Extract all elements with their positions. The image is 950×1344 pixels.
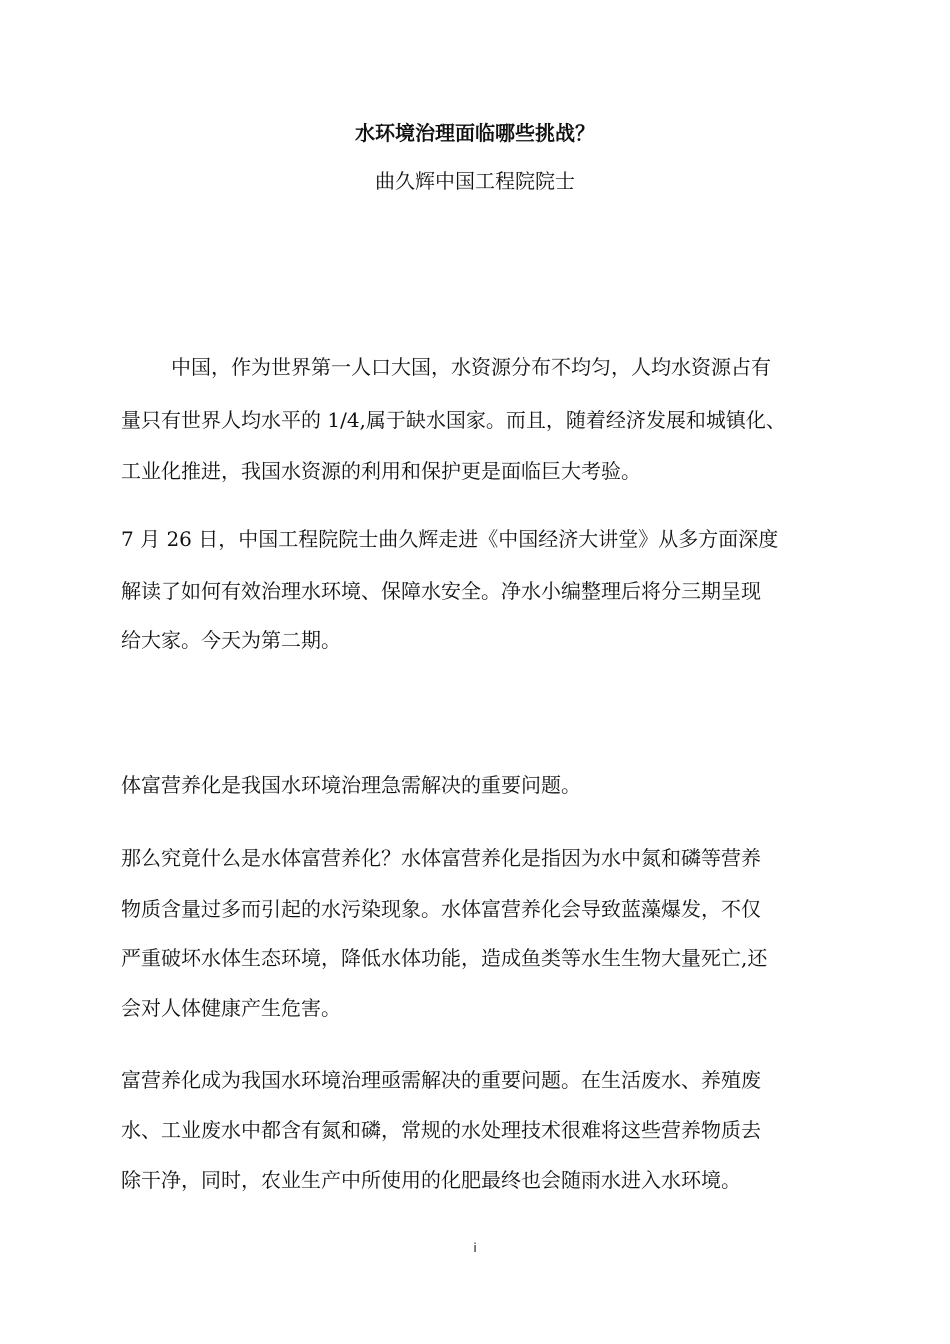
- paragraph-1-line-1: 中国，作为世界第一人口大国，水资源分布不均匀，人均水资源占有: [171, 355, 771, 379]
- paragraph-4-line-4: 会对人体健康产生危害。: [121, 996, 341, 1020]
- paragraph-4-line-3: 严重破坏水体生态环境，降低水体功能，造成鱼类等水生生物大量死亡,还: [121, 946, 768, 970]
- document-title: 水环境治理面临哪些挑战？: [355, 121, 595, 145]
- paragraph-3-line-1: 体富营养化是我国水环境治理急需解决的重要问题。: [121, 773, 581, 797]
- paragraph-1-line-3: 工业化推进，我国水资源的利用和保护更是面临巨大考验。: [121, 459, 641, 483]
- paragraph-5-line-1: 富营养化成为我国水环境治理亟需解决的重要问题。在生活废水、养殖废: [121, 1068, 761, 1092]
- document-author: 曲久辉中国工程院院士: [375, 169, 575, 193]
- paragraph-2-line-3: 给大家。今天为第二期。: [121, 628, 341, 652]
- page-number: i: [473, 1241, 477, 1255]
- paragraph-4-line-1: 那么究竟什么是水体富营养化？水体富营养化是指因为水中氮和磷等营养: [121, 846, 761, 870]
- paragraph-5-line-2: 水、工业废水中都含有氮和磷，常规的水处理技术很难将这些营养物质去: [121, 1118, 761, 1142]
- paragraph-4-line-2: 物质含量过多而引起的水污染现象。水体富营养化会导致蓝藻爆发，不仅: [121, 897, 761, 921]
- paragraph-2-line-2: 解读了如何有效治理水环境、保障水安全。净水小编整理后将分三期呈现: [121, 579, 761, 603]
- paragraph-2-line-1: 7 月 26 日，中国工程院院士曲久辉走进《中国经济大讲堂》从多方面深度: [121, 527, 779, 551]
- paragraph-5-line-3: 除干净，同时，农业生产中所使用的化肥最终也会随雨水进入水环境。: [121, 1168, 741, 1192]
- paragraph-1-line-2: 量只有世界人均水平的 1/4,属于缺水国家。而且，随着经济发展和城镇化、: [121, 408, 786, 432]
